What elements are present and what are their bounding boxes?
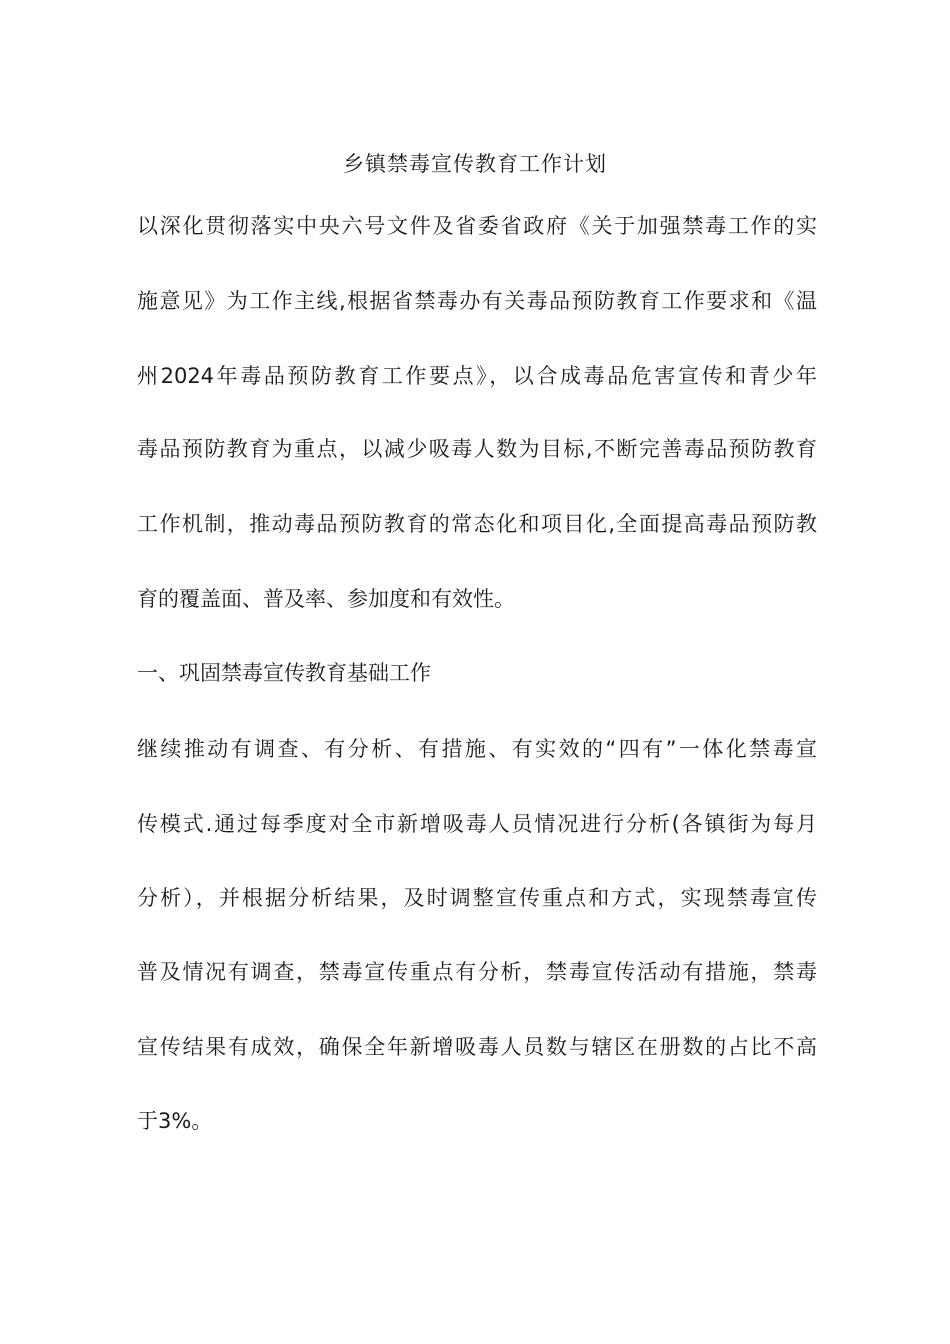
paragraph-line: 分析），并根据分析结果，及时调整宣传重点和方式，实现禁毒宣传: [137, 886, 817, 910]
paragraph-line: 以深化贯彻落实中央六号文件及省委省政府《关于加强禁毒工作的实: [137, 214, 817, 238]
paragraph-line: 毒品预防教育为重点，以减少吸毒人数为目标,不断完善毒品预防教育: [137, 437, 817, 461]
paragraph-line: 于3%。: [137, 1109, 213, 1133]
paragraph-line: 宣传结果有成效，确保全年新增吸毒人员数与辖区在册数的占比不高: [137, 1035, 817, 1059]
paragraph-line: 州2024年毒品预防教育工作要点》，以合成毒品危害宣传和青少年: [137, 364, 817, 388]
paragraph-line: 继续推动有调查、有分析、有措施、有实效的“四有”一体化禁毒宣: [137, 737, 817, 761]
paragraph-line: 育的覆盖面、普及率、参加度和有效性。: [137, 587, 515, 611]
paragraph-line: 传模式.通过每季度对全市新增吸毒人员情况进行分析(各镇街为每月: [137, 812, 817, 836]
paragraph-line: 施意见》为工作主线,根据省禁毒办有关毒品预防教育工作要求和《温: [137, 289, 817, 313]
section-heading: 一、巩固禁毒宣传教育基础工作: [137, 661, 431, 685]
paragraph-line: 工作机制，推动毒品预防教育的常态化和项目化,全面提高毒品预防教: [137, 512, 817, 536]
paragraph-line: 普及情况有调查，禁毒宣传重点有分析，禁毒宣传活动有措施，禁毒: [137, 960, 817, 984]
document-title: 乡镇禁毒宣传教育工作计划: [343, 152, 607, 176]
